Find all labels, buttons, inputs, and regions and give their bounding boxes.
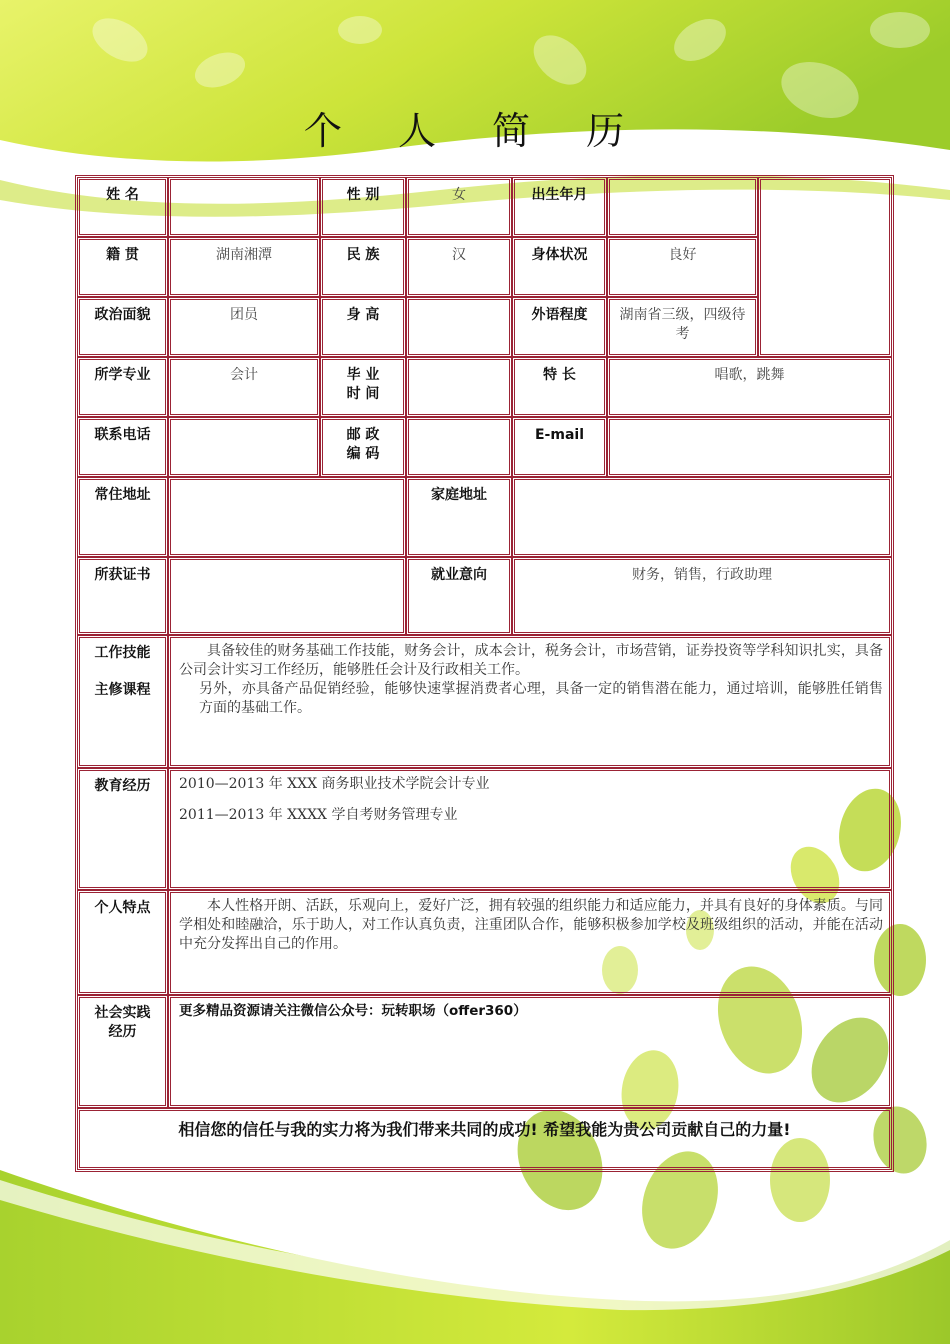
zip-value bbox=[406, 417, 512, 477]
native-label: 籍 贯 bbox=[77, 237, 168, 297]
certificate-label: 所获证书 bbox=[77, 557, 168, 635]
ethnic-label: 民 族 bbox=[320, 237, 406, 297]
major-value: 会计 bbox=[168, 357, 320, 417]
email-label: E-mail bbox=[512, 417, 607, 477]
practice-label: 社会实践 经历 bbox=[77, 995, 168, 1108]
education-label: 教育经历 bbox=[77, 768, 168, 890]
residence-value bbox=[168, 477, 406, 557]
job-intention-label: 就业意向 bbox=[406, 557, 512, 635]
skills-paragraph-2: 另外，亦具备产品促销经验，能够快速掌握消费者心理，具备一定的销售潜在能力，通过培训，能够胜任销售方面的基础工作。 bbox=[199, 681, 883, 716]
phone-label: 联系电话 bbox=[77, 417, 168, 477]
skills-content bbox=[168, 635, 892, 768]
specialty-value: 唱歌，跳舞 bbox=[607, 357, 892, 417]
closing-statement: 相信您的信任与我的实力将为我们带来共同的成功! 希望我能为贵公司贡献自己的力量! bbox=[77, 1108, 892, 1170]
page-title: 个 人 简 历 bbox=[303, 109, 647, 153]
practice-text: 更多精品资源请关注微信公众号：玩转职场（offer360） bbox=[179, 1003, 527, 1019]
photo-box bbox=[758, 177, 892, 357]
residence-label: 常住地址 bbox=[77, 477, 168, 557]
name-value bbox=[168, 177, 320, 237]
email-value bbox=[607, 417, 892, 477]
personal-label: 个人特点 bbox=[77, 890, 168, 995]
education-content bbox=[168, 768, 892, 890]
phone-value bbox=[168, 417, 320, 477]
height-value bbox=[406, 297, 512, 357]
home-address-value bbox=[512, 477, 892, 557]
personal-content bbox=[168, 890, 892, 995]
language-value: 湖南省三级，四级待考 bbox=[607, 297, 758, 357]
graduation-value bbox=[406, 357, 512, 417]
gender-value: 女 bbox=[406, 177, 512, 237]
zip-label: 邮 政 编 码 bbox=[320, 417, 406, 477]
home-address-label: 家庭地址 bbox=[406, 477, 512, 557]
skills-paragraph-1: 具备较佳的财务基础工作技能，财务会计，成本会计，税务会计，市场营销，证券投资等学科知识扎实，具备公司会计实习工作经历，能够胜任会计及行政相关工作。 bbox=[179, 643, 883, 678]
birth-label: 出生年月 bbox=[512, 177, 607, 237]
native-value: 湖南湘潭 bbox=[168, 237, 320, 297]
major-label: 所学专业 bbox=[77, 357, 168, 417]
work-skills-label: 工作技能 bbox=[94, 645, 151, 661]
political-label: 政治面貌 bbox=[77, 297, 168, 357]
certificate-value bbox=[168, 557, 406, 635]
health-value: 良好 bbox=[607, 237, 758, 297]
political-value: 团员 bbox=[168, 297, 320, 357]
birth-value bbox=[607, 177, 758, 237]
name-label: 姓 名 bbox=[77, 177, 168, 237]
education-line-1: 2010—2013 年 XXX 商务职业技术学院会计专业 bbox=[179, 776, 490, 792]
personal-text: 本人性格开朗、活跃，乐观向上，爱好广泛，拥有较强的组织能力和适应能力，并具有良好的身体素质。与同学相处和睦融洽，乐于助人，对工作认真负责，注重团队合作，能够积极参加学校及班级组织的活动，并能在活动中充分发挥出自己的作用。 bbox=[179, 898, 883, 952]
job-intention-value: 财务，销售，行政助理 bbox=[512, 557, 892, 635]
ethnic-value: 汉 bbox=[406, 237, 512, 297]
gender-label: 性 别 bbox=[320, 177, 406, 237]
main-courses-label: 主修课程 bbox=[94, 682, 151, 698]
practice-content bbox=[168, 995, 892, 1108]
specialty-label: 特 长 bbox=[512, 357, 607, 417]
language-label: 外语程度 bbox=[512, 297, 607, 357]
graduation-label: 毕 业 时 间 bbox=[320, 357, 406, 417]
height-label: 身 高 bbox=[320, 297, 406, 357]
skills-label-cell bbox=[77, 635, 168, 768]
education-line-2: 2011—2013 年 XXXX 学自考财务管理专业 bbox=[179, 807, 458, 823]
health-label: 身体状况 bbox=[512, 237, 607, 297]
